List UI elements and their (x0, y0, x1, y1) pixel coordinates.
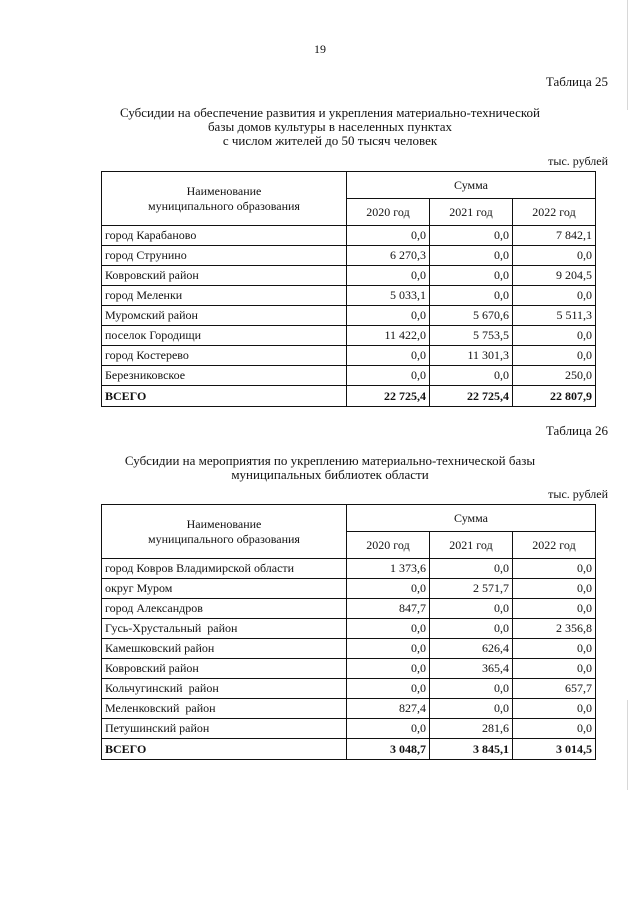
value-cell: 5 670,6 (430, 306, 513, 326)
value-cell: 365,4 (430, 659, 513, 679)
year-header: 2022 год (513, 199, 596, 226)
row-name: Березниковское (102, 366, 347, 386)
total-label: ВСЕГО (102, 739, 347, 760)
value-cell: 7 842,1 (513, 226, 596, 246)
table-row (102, 639, 596, 659)
value-cell: 0,0 (347, 579, 430, 599)
row-name: поселок Городищи (102, 326, 347, 346)
table-26-title-line: Субсидии на мероприятия по укреплению материально-технической базы (124, 453, 536, 468)
table-row (102, 226, 596, 246)
sum-header: Сумма (347, 505, 596, 532)
total-value: 3 845,1 (430, 739, 513, 760)
row-name: Ковровский район (102, 266, 347, 286)
table-26-unit: тыс. рублей (548, 487, 608, 501)
value-cell: 0,0 (430, 679, 513, 699)
header-line: Наименование (186, 516, 262, 531)
table-row (102, 699, 596, 719)
header-line: Наименование (186, 183, 262, 198)
row-name: Камешковский район (102, 639, 347, 659)
header-line: муниципального образования (148, 531, 300, 546)
year-header: 2020 год (347, 532, 430, 559)
page-number: 19 (314, 42, 326, 56)
table-row (102, 326, 596, 346)
value-cell: 6 270,3 (347, 246, 430, 266)
value-cell: 657,7 (513, 679, 596, 699)
value-cell: 0,0 (513, 559, 596, 579)
header-line: муниципального образования (148, 198, 300, 213)
total-value: 3 048,7 (347, 739, 430, 760)
value-cell: 1 373,6 (347, 559, 430, 579)
value-cell: 0,0 (430, 366, 513, 386)
name-column-header (102, 172, 347, 226)
value-cell: 5 033,1 (347, 286, 430, 306)
scan-edge-line (627, 700, 628, 790)
value-cell: 847,7 (347, 599, 430, 619)
value-cell: 0,0 (347, 679, 430, 699)
table-26-title-line: муниципальных библиотек области (231, 467, 429, 482)
value-cell: 0,0 (347, 306, 430, 326)
table-26 (101, 504, 596, 760)
value-cell: 0,0 (347, 266, 430, 286)
table-25-title-line: с числом жителей до 50 тысяч человек (222, 133, 438, 148)
value-cell: 0,0 (430, 559, 513, 579)
table-row (102, 599, 596, 619)
table-row (102, 266, 596, 286)
value-cell: 11 422,0 (347, 326, 430, 346)
row-name: Петушинский район (102, 719, 347, 739)
table-row (102, 559, 596, 579)
table-row (102, 719, 596, 739)
value-cell: 0,0 (430, 599, 513, 619)
value-cell: 0,0 (347, 366, 430, 386)
table-25-caption: Таблица 25 (545, 74, 608, 89)
total-value: 22 725,4 (430, 386, 513, 407)
row-name: Ковровский район (102, 659, 347, 679)
year-header: 2022 год (513, 532, 596, 559)
table-25-unit: тыс. рублей (548, 154, 608, 168)
table-26-caption: Таблица 26 (545, 423, 608, 438)
value-cell: 0,0 (347, 659, 430, 679)
value-cell: 281,6 (430, 719, 513, 739)
value-cell: 0,0 (513, 246, 596, 266)
table-row (102, 286, 596, 306)
value-cell: 0,0 (513, 659, 596, 679)
value-cell: 250,0 (513, 366, 596, 386)
total-row (102, 386, 596, 407)
row-name: Муромский район (102, 306, 347, 326)
row-name: город Карабаново (102, 226, 347, 246)
value-cell: 0,0 (513, 579, 596, 599)
value-cell: 0,0 (513, 639, 596, 659)
table-row (102, 579, 596, 599)
row-name: округ Муром (102, 579, 347, 599)
table-row (102, 366, 596, 386)
year-header: 2021 год (430, 532, 513, 559)
table-25-title-line: Субсидии на обеспечение развития и укрепления материально-технической (119, 105, 541, 120)
table-row (102, 346, 596, 366)
row-name: Меленковский район (102, 699, 347, 719)
value-cell: 0,0 (347, 619, 430, 639)
scan-edge-line (627, 0, 628, 110)
row-name: город Ковров Владимирской области (102, 559, 347, 579)
table-row (102, 659, 596, 679)
value-cell: 0,0 (513, 346, 596, 366)
value-cell: 0,0 (513, 699, 596, 719)
table-row (102, 246, 596, 266)
table-25-title-line: базы домов культуры в населенных пунктах (207, 119, 453, 134)
row-name: Кольчугинский район (102, 679, 347, 699)
value-cell: 0,0 (430, 266, 513, 286)
table-row (102, 679, 596, 699)
total-value: 3 014,5 (513, 739, 596, 760)
value-cell: 5 511,3 (513, 306, 596, 326)
value-cell: 0,0 (430, 619, 513, 639)
table-25 (101, 171, 596, 407)
value-cell: 9 204,5 (513, 266, 596, 286)
sum-header: Сумма (347, 172, 596, 199)
name-column-header (102, 505, 347, 559)
value-cell: 2 356,8 (513, 619, 596, 639)
row-name: город Струнино (102, 246, 347, 266)
value-cell: 11 301,3 (430, 346, 513, 366)
value-cell: 0,0 (513, 719, 596, 739)
table-25-title (100, 106, 560, 148)
year-header: 2020 год (347, 199, 430, 226)
table-row (102, 619, 596, 639)
total-value: 22 725,4 (347, 386, 430, 407)
total-row (102, 739, 596, 760)
value-cell: 0,0 (430, 699, 513, 719)
value-cell: 626,4 (430, 639, 513, 659)
year-header: 2021 год (430, 199, 513, 226)
value-cell: 2 571,7 (430, 579, 513, 599)
value-cell: 0,0 (513, 286, 596, 306)
value-cell: 0,0 (430, 246, 513, 266)
total-label: ВСЕГО (102, 386, 347, 407)
value-cell: 0,0 (430, 286, 513, 306)
row-name: город Александров (102, 599, 347, 619)
value-cell: 0,0 (347, 719, 430, 739)
value-cell: 0,0 (347, 226, 430, 246)
row-name: Гусь-Хрустальный район (102, 619, 347, 639)
value-cell: 0,0 (347, 639, 430, 659)
table-26-title (100, 454, 560, 482)
value-cell: 0,0 (513, 326, 596, 346)
table-row (102, 306, 596, 326)
row-name: город Костерево (102, 346, 347, 366)
value-cell: 0,0 (513, 599, 596, 619)
row-name: город Меленки (102, 286, 347, 306)
value-cell: 827,4 (347, 699, 430, 719)
value-cell: 0,0 (430, 226, 513, 246)
value-cell: 0,0 (347, 346, 430, 366)
total-value: 22 807,9 (513, 386, 596, 407)
value-cell: 5 753,5 (430, 326, 513, 346)
